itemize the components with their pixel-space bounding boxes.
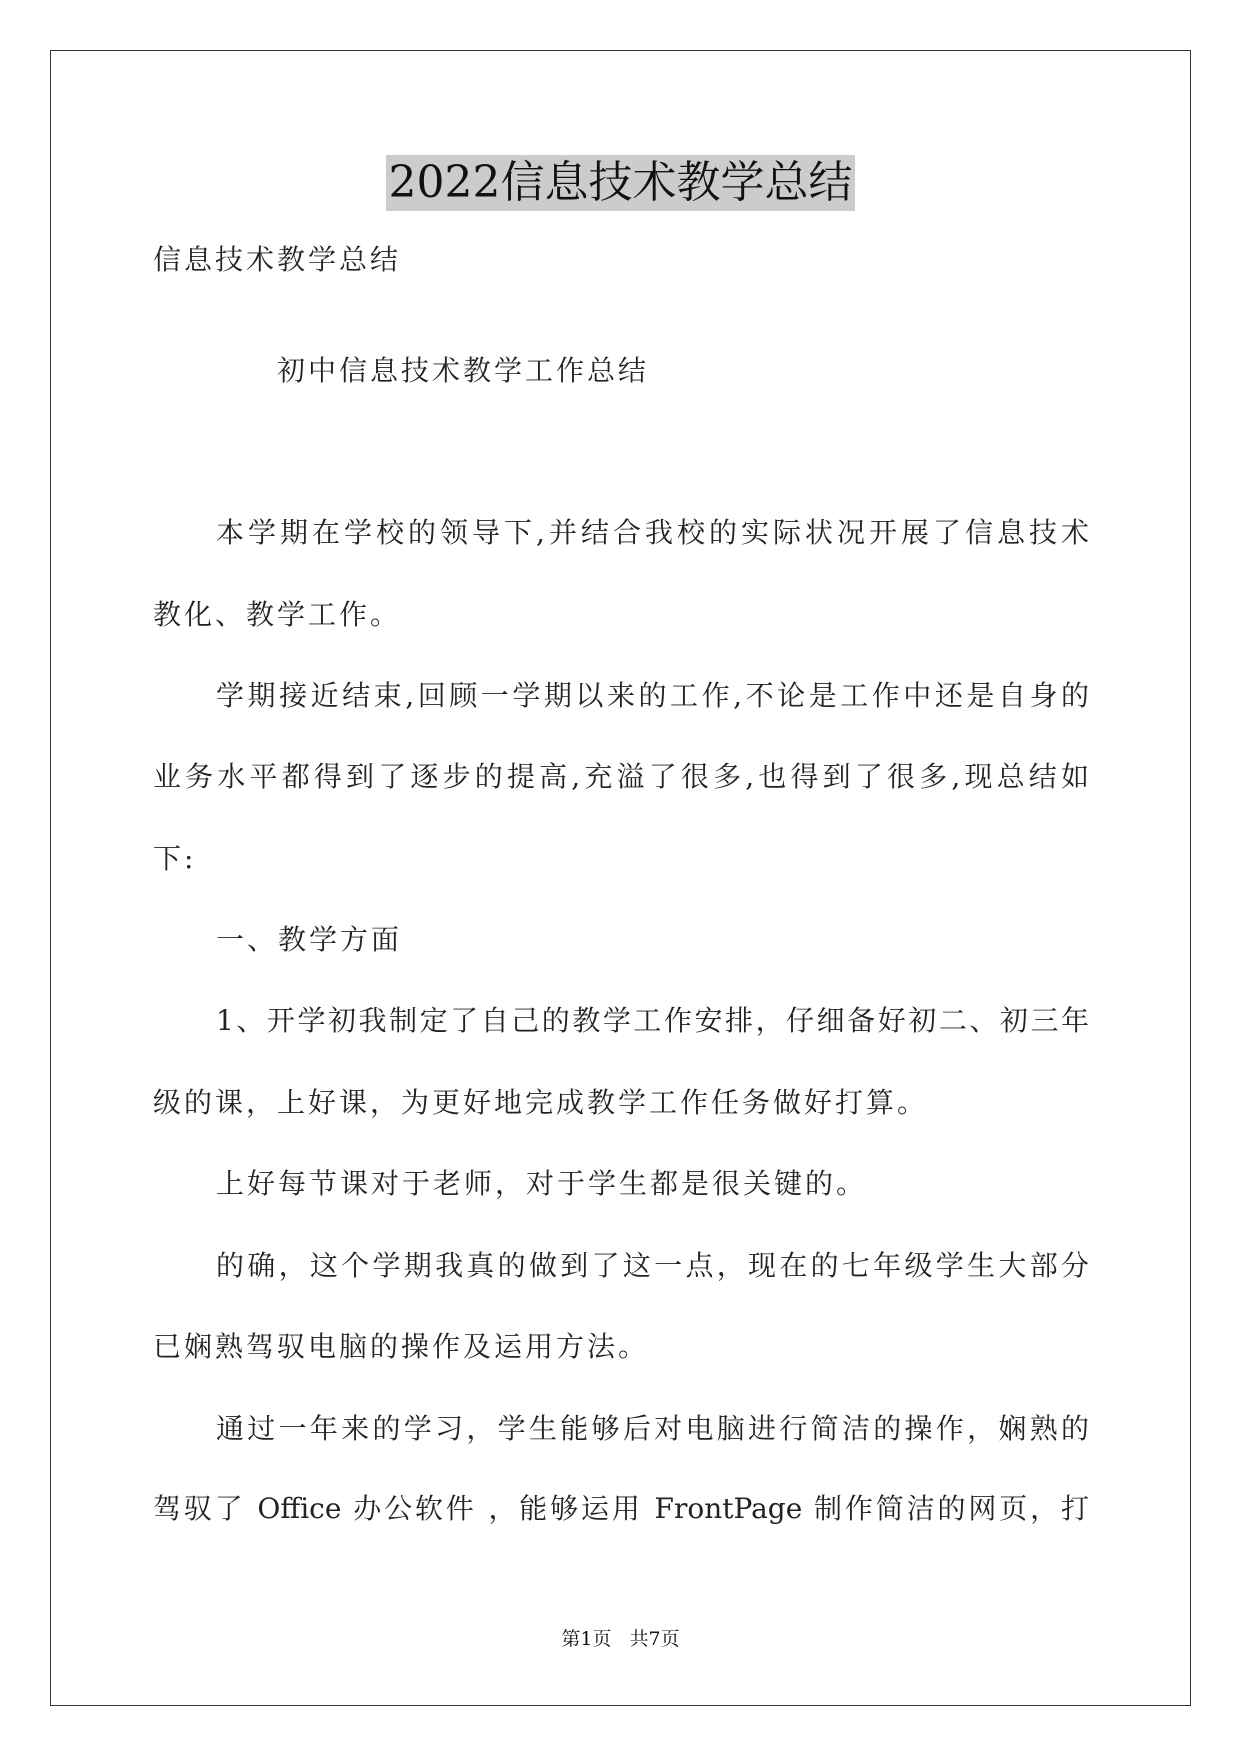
paragraph-line: 的确，这个学期我真的做到了这一点，现在的七年级学生大部分 — [216, 1249, 1089, 1282]
paragraph-line: 本学期在学校的领导下,并结合我校的实际状况开展了信息技术 — [216, 516, 1089, 549]
paragraph-line: 驾驭了 Office 办公软件 ，能够运用 FrontPage 制作简洁的网页，打 — [153, 1492, 1089, 1525]
paragraph-line: 通过一年来的学习，学生能够后对电脑进行简洁的操作，娴熟的 — [216, 1412, 1089, 1445]
total-pages-label: 共7页 — [629, 1628, 680, 1650]
paragraph-line: 学期接近结束,回顾一学期以来的工作,不论是工作中还是自身的 — [216, 679, 1089, 712]
paragraph-line: 已娴熟驾驭电脑的操作及运用方法。 — [153, 1330, 650, 1363]
title-highlight: 2022信息技术教学总结 — [386, 155, 856, 211]
paragraph-line: 级的课，上好课，为更好地完成教学工作任务做好打算。 — [153, 1086, 929, 1119]
subtitle-line: 信息技术教学总结 — [153, 243, 402, 276]
paragraph-line: 1、开学初我制定了自己的教学工作安排，仔细备好初二、初三年 — [216, 1004, 1089, 1037]
paragraph-line: 下: — [153, 842, 197, 875]
page-frame — [50, 50, 1191, 1706]
document-title — [0, 155, 1241, 211]
current-page-label: 第1页 — [561, 1628, 612, 1650]
footer-page-number — [0, 1627, 1241, 1651]
paragraph-line: 上好每节课对于老师，对于学生都是很关键的。 — [216, 1167, 868, 1200]
heading-line: 初中信息技术教学工作总结 — [277, 354, 650, 387]
paragraph-line: 业务水平都得到了逐步的提高,充溢了很多,也得到了很多,现总结如 — [153, 760, 1089, 793]
section-heading: 一、教学方面 — [216, 923, 403, 956]
paragraph-line: 教化、教学工作。 — [153, 598, 402, 631]
